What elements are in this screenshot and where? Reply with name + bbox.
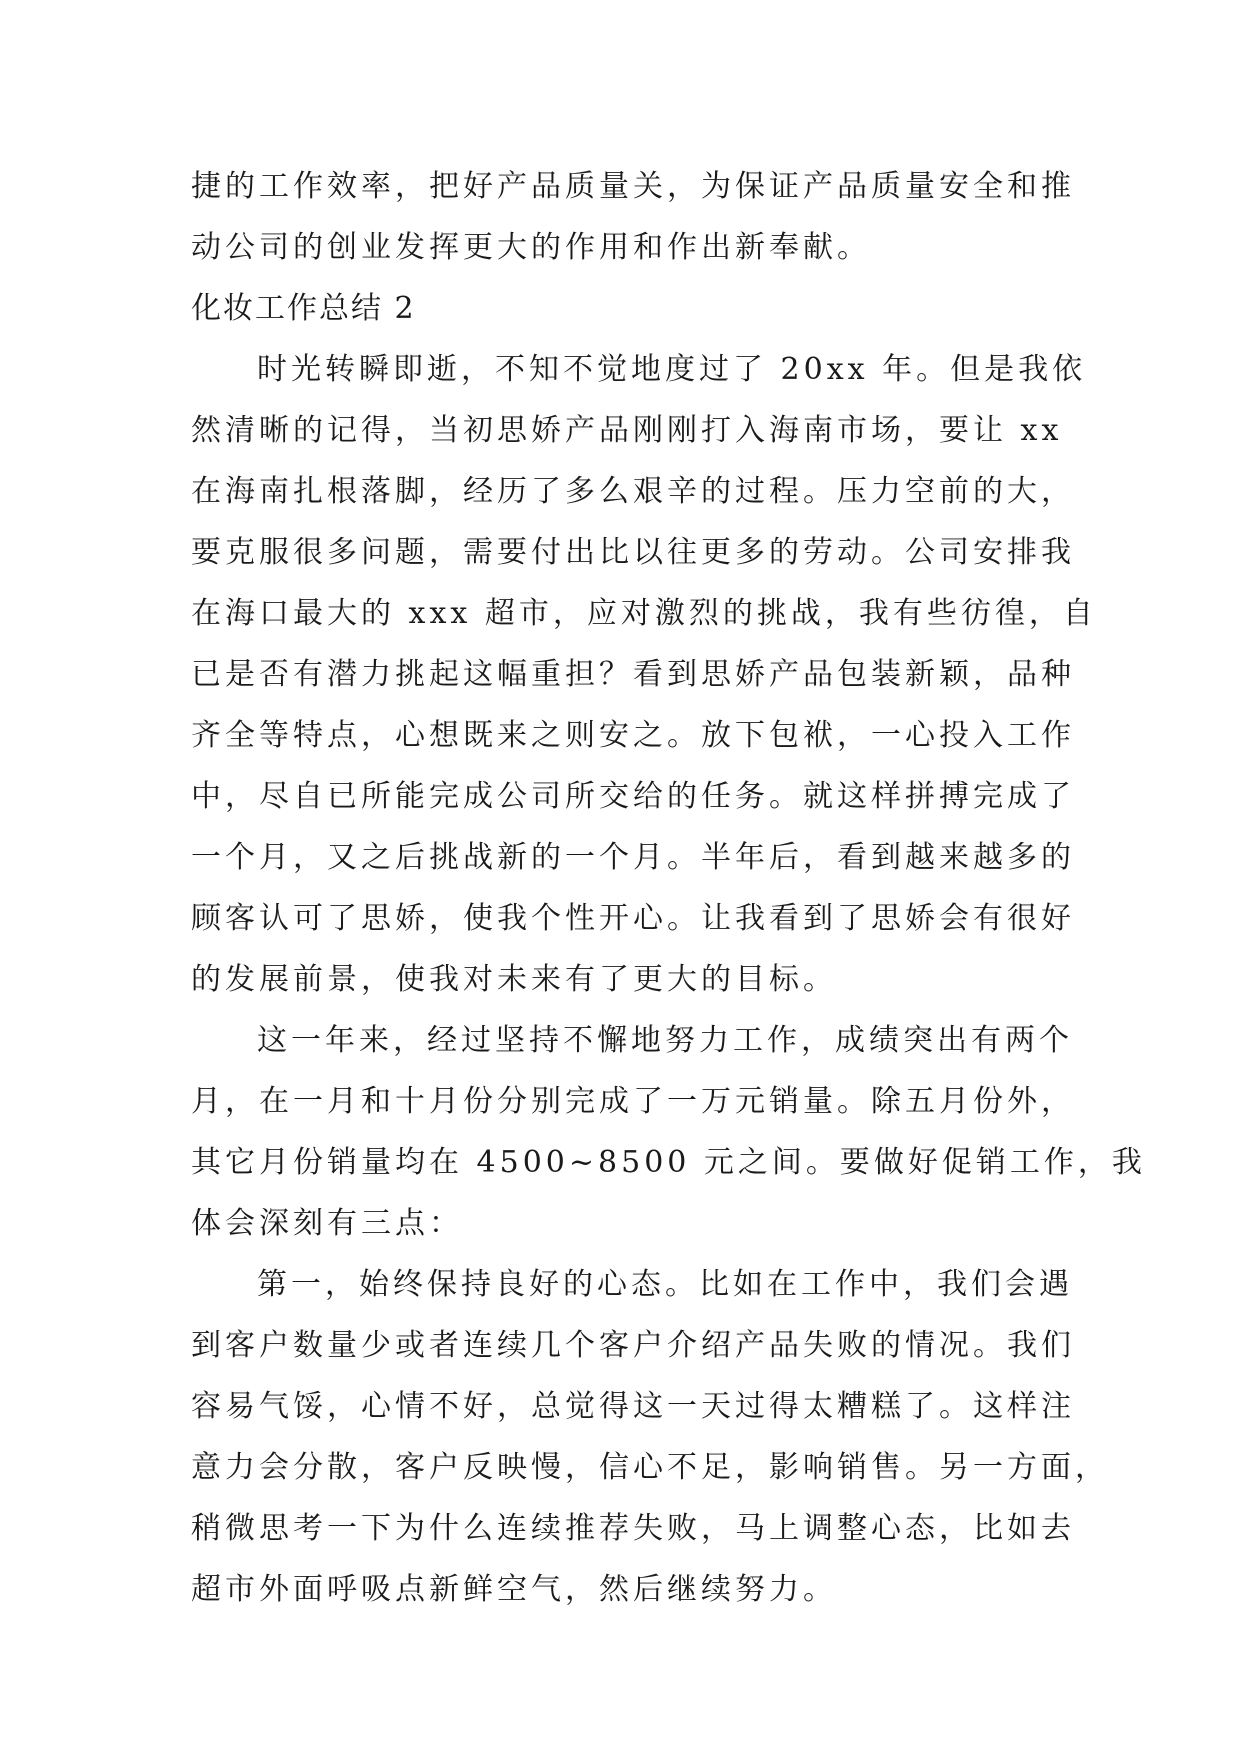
document-body: [191, 156, 1146, 1620]
text-line: 齐全等特点，心想既来之则安之。放下包袱，一心投入工作: [191, 718, 1075, 753]
paragraph-2: [191, 1010, 1146, 1254]
text-line: 在海口最大的 xxx 超市，应对激烈的挑战，我有些彷徨，自: [191, 596, 1097, 631]
text-line: 月，在一月和十月份分别完成了一万元销量。除五月份外，: [191, 1084, 1075, 1119]
text-line: 到客户数量少或者连续几个客户介绍产品失败的情况。我们: [191, 1328, 1075, 1363]
text-line: 一个月，又之后挑战新的一个月。半年后，看到越来越多的: [191, 840, 1075, 875]
text-line: 顾客认可了思娇，使我个性开心。让我看到了思娇会有很好: [191, 901, 1075, 936]
text-line: 动公司的创业发挥更大的作用和作出新奉献。: [191, 230, 871, 265]
text-line: 体会深刻有三点：: [191, 1206, 463, 1241]
paragraph-1: [191, 339, 1097, 1010]
text-line: 中，尽自已所能完成公司所交给的任务。就这样拼搏完成了: [191, 779, 1075, 814]
text-line: 的发展前景，使我对未来有了更大的目标。: [191, 962, 837, 997]
text-line: 要克服很多问题，需要付出比以往更多的劳动。公司安排我: [191, 535, 1075, 570]
intro-paragraph: [191, 156, 1075, 278]
section-heading: 化妆工作总结 2: [191, 291, 416, 326]
text-line: 容易气馁，心情不好，总觉得这一天过得太糟糕了。这样注: [191, 1389, 1075, 1424]
text-line: 时光转瞬即逝，不知不觉地度过了 20xx 年。但是我依: [257, 352, 1087, 387]
text-line: 在海南扎根落脚，经历了多么艰辛的过程。压力空前的大，: [191, 474, 1075, 509]
text-line: 捷的工作效率，把好产品质量关，为保证产品质量安全和推: [191, 169, 1075, 204]
text-line: 超市外面呼吸点新鲜空气，然后继续努力。: [191, 1572, 837, 1607]
text-line: 已是否有潜力挑起这幅重担？看到思娇产品包装新颖，品种: [191, 657, 1075, 692]
text-line: 这一年来，经过坚持不懈地努力工作，成绩突出有两个: [257, 1023, 1073, 1058]
text-line: 然清晰的记得，当初思娇产品刚刚打入海南市场，要让 xx: [191, 413, 1063, 448]
text-line: 其它月份销量均在 4500~8500 元之间。要做好促销工作，我: [191, 1145, 1146, 1180]
paragraph-3: [191, 1254, 1109, 1620]
text-line: 意力会分散，客户反映慢，信心不足，影响销售。另一方面，: [191, 1450, 1109, 1485]
text-line: 稍微思考一下为什么连续推荐失败，马上调整心态，比如去: [191, 1511, 1075, 1546]
text-line: 第一，始终保持良好的心态。比如在工作中，我们会遇: [257, 1267, 1073, 1302]
